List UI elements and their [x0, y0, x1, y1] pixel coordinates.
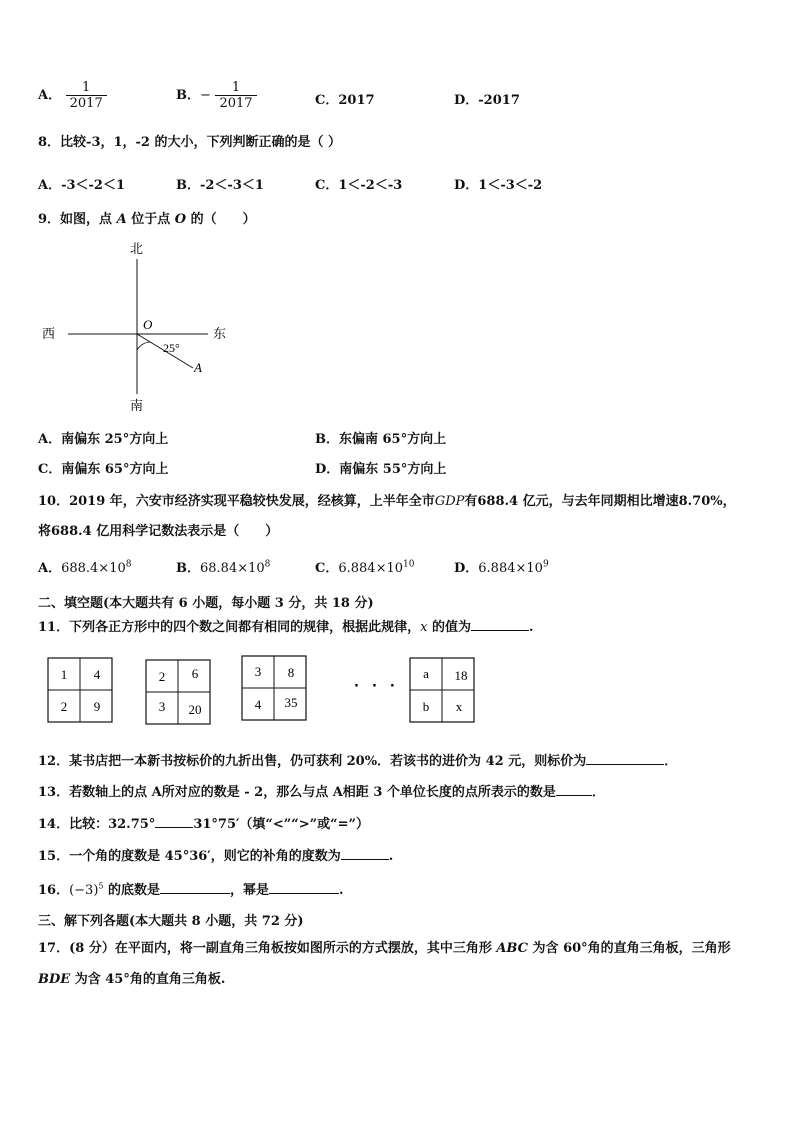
- label-origin: O: [143, 317, 153, 332]
- section-3-heading: 三、解下列各题(本大题共 8 小题，共 72 分): [38, 914, 304, 929]
- option-letter: D．: [454, 561, 479, 576]
- compass-figure: [30, 232, 240, 417]
- sci-base: 6.884×10: [478, 561, 543, 576]
- numerator: 1: [82, 80, 91, 95]
- stem-text: 17．(8 分）在平面内，将一副直角三角板按如图所示的方式摆放，其中三角形: [38, 941, 497, 956]
- answer-blank: [556, 783, 592, 796]
- stem-text: 位于点: [126, 212, 175, 227]
- q10-stem-line2: 将688.4 亿用科学记数法表示是（ ）: [38, 524, 279, 539]
- sci-exponent: 9: [542, 559, 549, 570]
- square-4-bottom-left: b: [422, 699, 430, 714]
- label-east: 东: [213, 327, 227, 342]
- option-text: -2017: [478, 93, 520, 108]
- square-2-bottom-left: 3: [158, 699, 166, 714]
- stem-text: 14．比较：32.75°: [38, 817, 156, 832]
- stem-text: 为含 60°角的直角三角板，三角形: [528, 941, 731, 956]
- stem-text: 11．下列各正方形中的四个数之间都有相同的规律，根据此规律，: [38, 620, 421, 635]
- square-3-bottom-right: 35: [284, 695, 298, 710]
- stem-text: 12．某书店把一本新书按标价的九折出售，仍可获利 20%．若该书的进价为 42 元，则标价为: [38, 754, 587, 769]
- square-3-bottom-left: 4: [254, 697, 262, 712]
- square-2-bottom-right: 20: [188, 702, 202, 717]
- q10-option-c: [315, 557, 414, 576]
- stem-end: .: [388, 849, 394, 864]
- square-4: [410, 658, 474, 722]
- option-letter: D．: [454, 93, 479, 108]
- q8-option-b: B．-2＜-3＜1: [176, 178, 264, 193]
- answer-blank-power: [269, 881, 339, 894]
- q11-stem: [38, 616, 534, 635]
- stem-text: 31°75′（填“<”“>”或“=”）: [193, 817, 369, 832]
- denominator: 2017: [215, 95, 256, 111]
- denominator: 2017: [66, 95, 107, 111]
- number-squares-figure: [40, 650, 490, 728]
- stem-text: 的底数是: [103, 883, 161, 898]
- label-point-a: A: [194, 360, 202, 375]
- option-letter: A．: [38, 561, 62, 576]
- option-letter: A．: [38, 88, 62, 103]
- label-south: 南: [130, 399, 144, 414]
- q13-stem: [38, 781, 605, 800]
- stem-end: ．: [591, 785, 605, 800]
- option-letter: C．: [315, 561, 339, 576]
- square-2: [146, 660, 210, 724]
- stem-text: ，幂是: [230, 883, 270, 898]
- q9-option-a: A．南偏东 25°方向上: [38, 432, 169, 447]
- q7-option-d: [454, 89, 520, 108]
- minus-sign: −: [200, 88, 211, 103]
- q7-option-b: [176, 80, 257, 111]
- square-1-top-right: 4: [93, 667, 101, 682]
- stem-text: 的（ ）: [186, 212, 256, 227]
- answer-blank: [341, 847, 389, 860]
- sci-base: 68.84×10: [200, 561, 265, 576]
- stem-text: 13．若数轴上的点 A所对应的数是 - 2，那么与点 A相距 3 个单位长度的点所表示的数是: [38, 785, 556, 800]
- square-1-top-left: 1: [60, 667, 68, 682]
- square-2-top-left: 2: [158, 669, 166, 684]
- q8-stem: 8．比较-3，1，-2 的大小，下列判断正确的是（ ）: [38, 135, 342, 150]
- option-letter: C．: [315, 93, 339, 108]
- q8-option-a: A．-3＜-2＜1: [38, 178, 126, 193]
- square-4-top-left: a: [423, 666, 429, 681]
- square-4-bottom-right: x: [455, 699, 463, 714]
- q9-option-d: D．南偏东 55°方向上: [315, 462, 447, 477]
- square-1: [48, 658, 112, 722]
- power-base: (−3): [69, 883, 99, 898]
- stem-end: .: [339, 883, 344, 898]
- point-a-label: A: [116, 212, 127, 227]
- q10-option-b: [176, 557, 270, 576]
- square-4-top-right: 18: [454, 668, 468, 683]
- q14-stem: [38, 813, 369, 832]
- sci-base: 6.884×10: [338, 561, 404, 576]
- sci-exponent: 8: [264, 559, 271, 570]
- triangle-bde-label: BDE: [38, 972, 71, 987]
- sci-base: 688.4×10: [61, 561, 126, 576]
- sci-exponent: 10: [403, 559, 415, 570]
- q16-stem: 16．$(-3)^5$ 的底数是 ，幂是 .: [38, 881, 344, 898]
- q9-stem: [38, 208, 256, 227]
- q15-stem: [38, 845, 393, 864]
- square-3-top-left: 3: [254, 664, 262, 679]
- stem-end: ．: [664, 754, 678, 769]
- square-1-bottom-right: 9: [93, 699, 101, 714]
- stem-text: 为含 45°角的直角三角板.: [70, 972, 226, 987]
- power-exponent: 5: [98, 881, 104, 891]
- point-o-label: O: [174, 212, 187, 227]
- q8-option-d: D．1＜-3＜-2: [454, 178, 543, 193]
- square-1-bottom-left: 2: [60, 699, 68, 714]
- section-2-heading: 二、填空题(本大题共有 6 小题，每小题 3 分，共 18 分): [38, 596, 374, 611]
- triangle-abc-label: ABC: [496, 941, 529, 956]
- q10-stem-line1: [38, 490, 736, 509]
- stem-text: 15．一个角的度数是 45°36′，则它的补角的度数为: [38, 849, 341, 864]
- option-letter: B．: [176, 561, 200, 576]
- stem-text: 9．如图，点: [38, 212, 117, 227]
- fraction: [215, 80, 256, 111]
- label-west: 西: [42, 327, 56, 342]
- stem-end: .: [528, 620, 534, 635]
- q9-option-c: C．南偏东 65°方向上: [38, 462, 169, 477]
- option-text: 2017: [338, 93, 375, 108]
- answer-blank: [155, 815, 193, 828]
- q17-stem-line1: [38, 937, 731, 956]
- label-north: 北: [130, 242, 144, 257]
- q7-option-c: [315, 89, 375, 108]
- q7-option-a: [38, 80, 107, 111]
- q10-option-d: [454, 557, 549, 576]
- q12-stem: [38, 750, 677, 769]
- angle-arc: [137, 342, 150, 350]
- q8-option-c: C．1＜-2＜-3: [315, 178, 403, 193]
- square-2-top-right: 6: [191, 666, 199, 681]
- ellipsis: · · ·: [354, 679, 395, 694]
- q10-option-a: [38, 557, 131, 576]
- fraction: [66, 80, 107, 111]
- variable-x: x: [420, 620, 428, 635]
- answer-blank: [586, 752, 664, 765]
- q17-stem-line2: [38, 968, 225, 987]
- square-3: [242, 656, 306, 720]
- sci-exponent: 8: [125, 559, 132, 570]
- stem-text: 的值为: [427, 620, 471, 635]
- stem-text: 有688.4 亿元，与去年同期相比增速8.70%，: [464, 494, 736, 509]
- square-3-top-right: 8: [287, 665, 295, 680]
- stem-text: 10．2019 年，六安市经济实现平稳较快发展，经核算，上半年全市: [38, 494, 435, 509]
- answer-blank-base: [160, 881, 230, 894]
- label-angle: 25°: [163, 341, 180, 355]
- numerator: 1: [231, 80, 241, 95]
- q9-option-b: B．东偏南 65°方向上: [315, 432, 447, 447]
- option-letter: B．: [176, 88, 200, 103]
- gdp-term: GDP: [434, 494, 465, 509]
- answer-blank: [471, 618, 529, 631]
